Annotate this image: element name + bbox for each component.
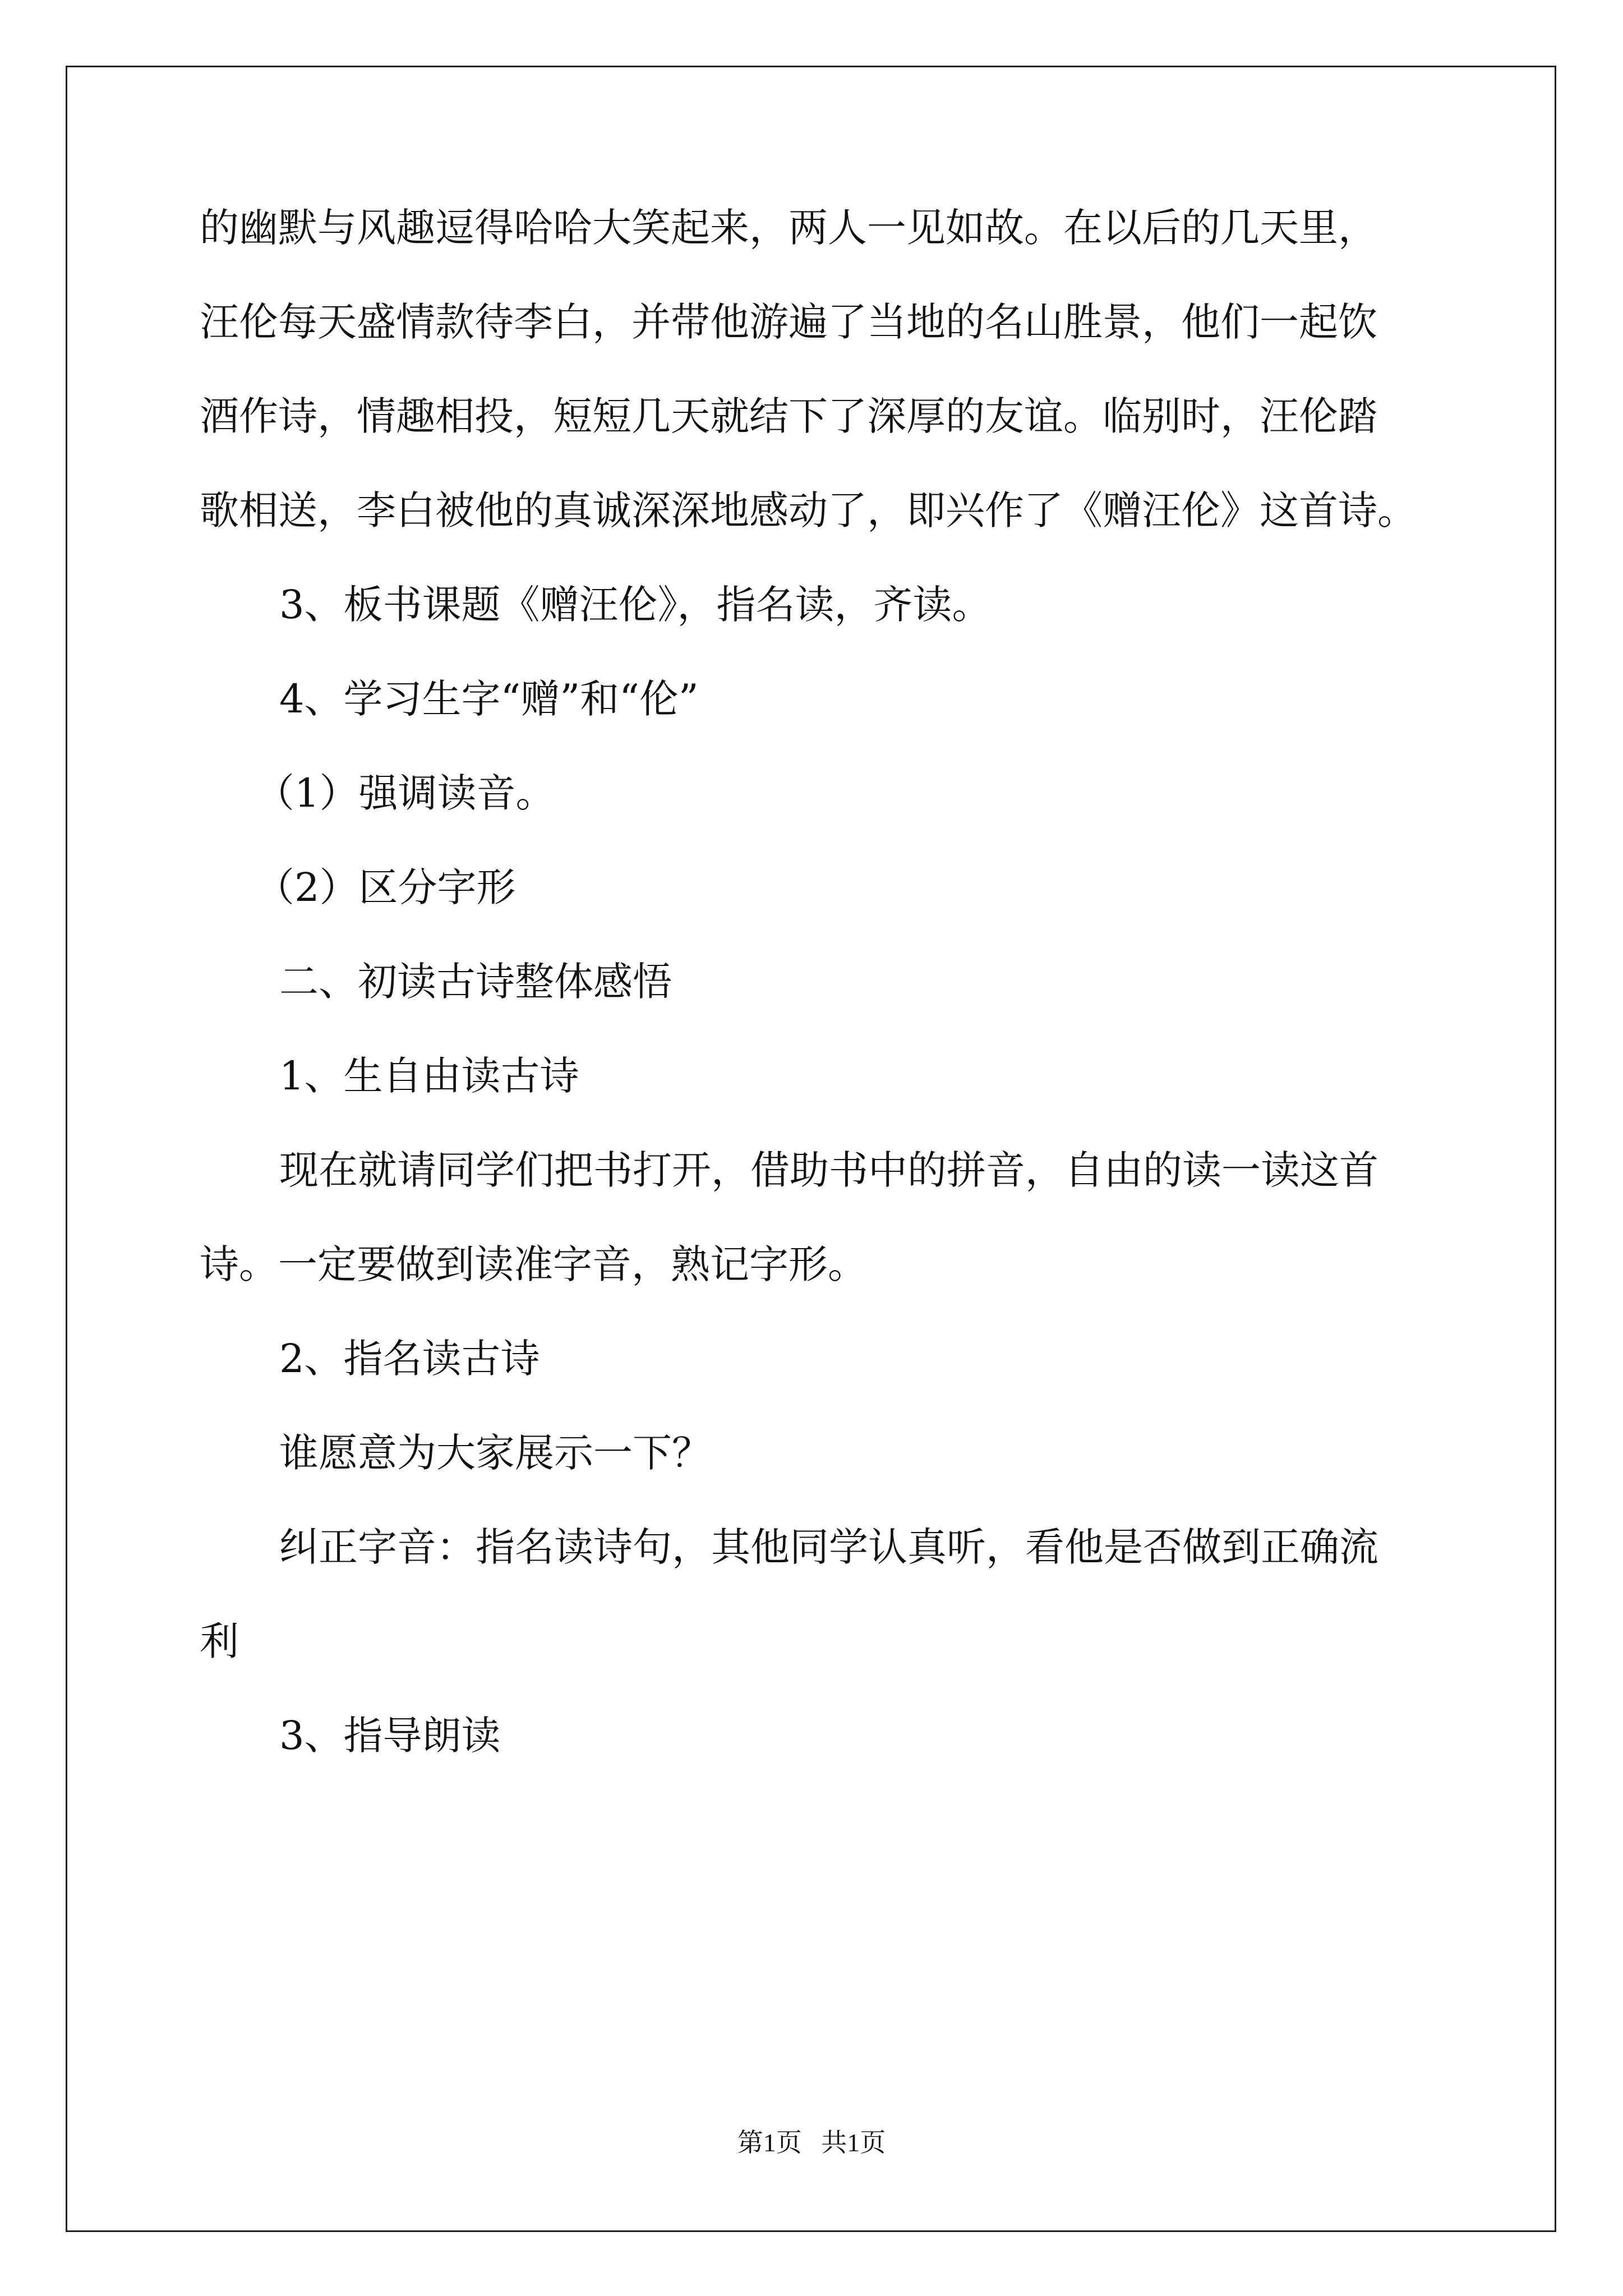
question-volunteer: 谁愿意为大家展示一下？ [279,1430,711,1476]
step-free-reading: 1、生自由读古诗 [279,1053,579,1099]
step-learn-characters: 4、学习生字“赠”和“伦” [279,676,699,722]
paragraph-line-4: 歌相送，李白被他的真诚深深地感动了，即兴作了《赠汪伦》这首诗。 [200,487,1417,533]
paragraph-correct-pronunciation-line-2: 利 [200,1618,239,1664]
step-board-title: 3、板书课题《赠汪伦》，指名读，齐读。 [279,582,992,628]
section-heading-first-reading: 二、初读古诗整体感悟 [279,959,672,1005]
step-named-reading: 2、指名读古诗 [279,1336,540,1382]
paragraph-correct-pronunciation-line-1: 纠正字音：指名读诗句，其他同学认真听，看他是否做到正确流 [279,1524,1378,1570]
paragraph-line-1: 的幽默与风趣逗得哈哈大笑起来，两人一见如故。在以后的几天里， [200,205,1377,251]
paragraph-line-3: 酒作诗，情趣相投，短短几天就结下了深厚的友谊。临别时，汪伦踏 [200,393,1377,439]
substep-pronunciation: （1）强调读音。 [255,770,555,816]
substep-character-shape: （2）区分字形 [255,864,516,910]
paragraph-open-book-line-1: 现在就请同学们把书打开，借助书中的拼音，自由的读一读这首 [279,1147,1378,1193]
step-guided-reading: 3、指导朗读 [279,1713,501,1759]
paragraph-open-book-line-2: 诗。一定要做到读准字音，熟记字形。 [200,1241,867,1287]
paragraph-line-2: 汪伦每天盛情款待李白，并带他游遍了当地的名山胜景，他们一起饮 [200,299,1377,345]
page-number-footer: 第1页 共1页 [737,2128,886,2157]
